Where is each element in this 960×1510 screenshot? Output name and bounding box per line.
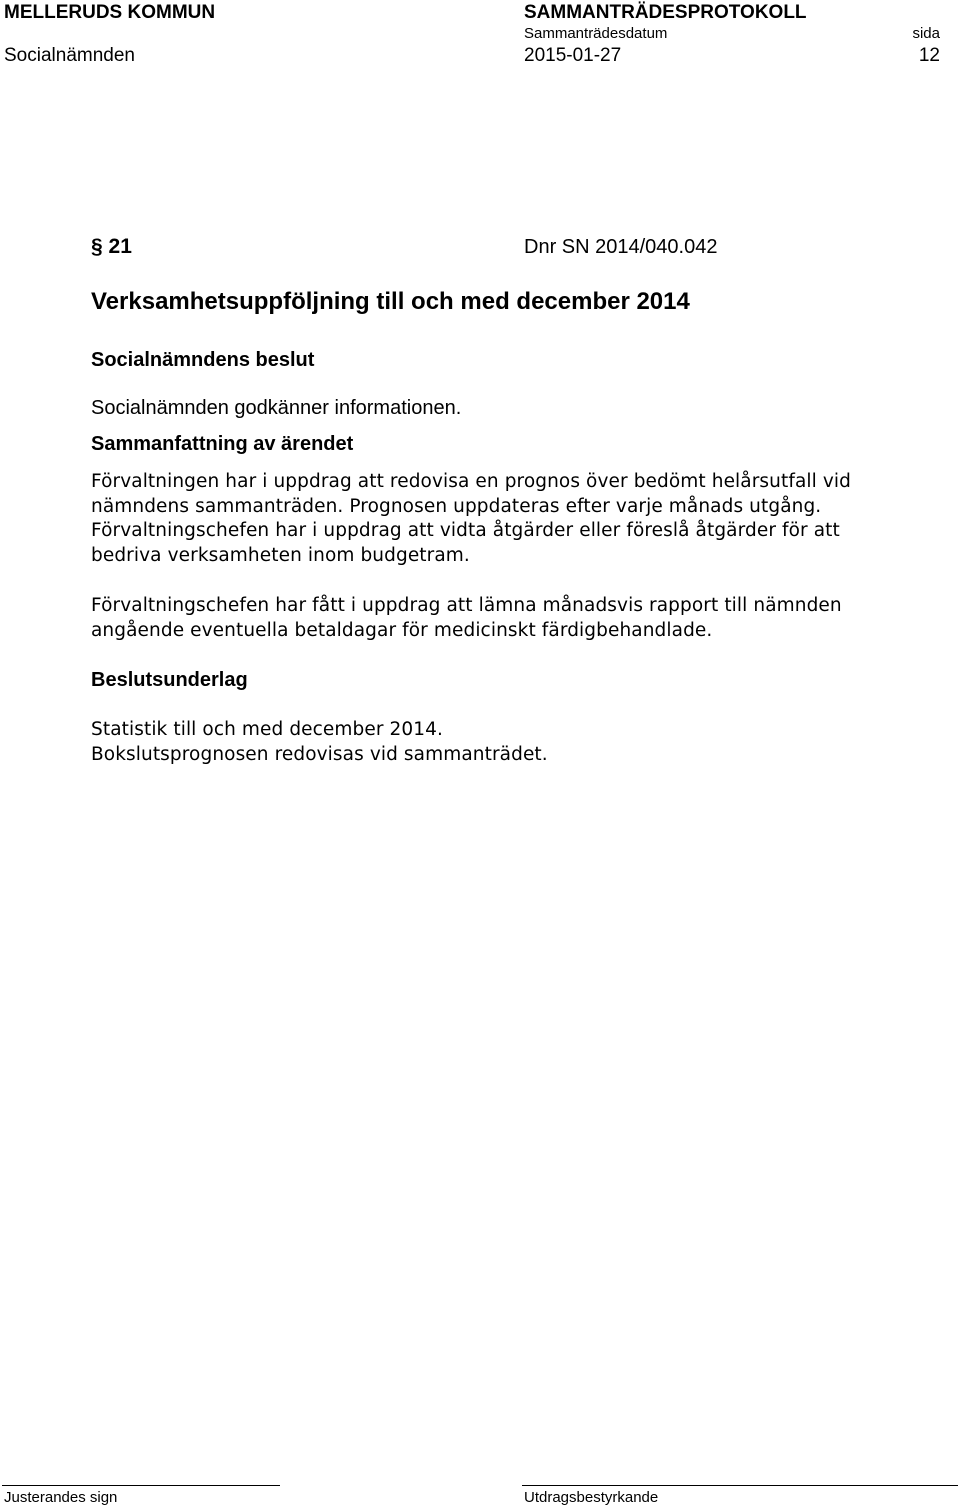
basis-heading: Beslutsunderlag (91, 669, 248, 691)
section-number (91, 235, 132, 259)
committee-name: Socialnämnden (4, 45, 135, 66)
basis-item: Bokslutsprognosen redovisas vid sammanträdet. (91, 743, 548, 765)
decision-heading: Socialnämndens beslut (91, 349, 315, 371)
sign-line-left (2, 1485, 280, 1486)
summary-line: Förvaltningschefen har fått i uppdrag att lämna månadsvis rapport till nämnden (91, 595, 842, 616)
org-name: MELLERUDS KOMMUN (4, 2, 216, 23)
case-number: Dnr SN 2014/040.042 (524, 236, 718, 258)
section-symbol: § (91, 235, 103, 258)
section-number-value: 21 (108, 235, 132, 258)
page-label: sida (912, 25, 940, 42)
summary-line: bedriva verksamheten inom budgetram. (91, 545, 470, 567)
basis-list (91, 718, 941, 767)
sign-line-right (522, 1485, 958, 1486)
summary-line: Förvaltningschefen har i uppdrag att vidta åtgärder eller föreslå åtgärder för att (91, 520, 840, 542)
summary-line: nämndens sammanträden. Prognosen uppdateras efter varje månads utgång. (91, 495, 822, 517)
summary-paragraph-1 (91, 470, 941, 569)
summary-heading: Sammanfattning av ärendet (91, 433, 354, 455)
footer-utdragsbestyrkande: Utdragsbestyrkande (524, 1489, 659, 1506)
section-title: Verksamhetsuppföljning till och med december 2014 (91, 288, 690, 315)
document-type: SAMMANTRÄDESPROTOKOLL (524, 2, 807, 23)
meeting-date: 2015-01-27 (524, 45, 622, 66)
summary-line: angående eventuella betaldagar för medicinskt färdigbehandlade. (91, 619, 713, 641)
footer-justerandes-sign: Justerandes sign (4, 1489, 118, 1506)
basis-item: Statistik till och med december 2014. (91, 719, 444, 740)
page-number: 12 (918, 45, 940, 66)
summary-paragraph-2 (91, 594, 941, 643)
decision-text: Socialnämnden godkänner informationen. (91, 397, 462, 419)
date-label: Sammanträdesdatum (524, 25, 668, 42)
summary-line: Förvaltningen har i uppdrag att redovisa en prognos över bedömt helårsutfall vid (91, 471, 851, 492)
